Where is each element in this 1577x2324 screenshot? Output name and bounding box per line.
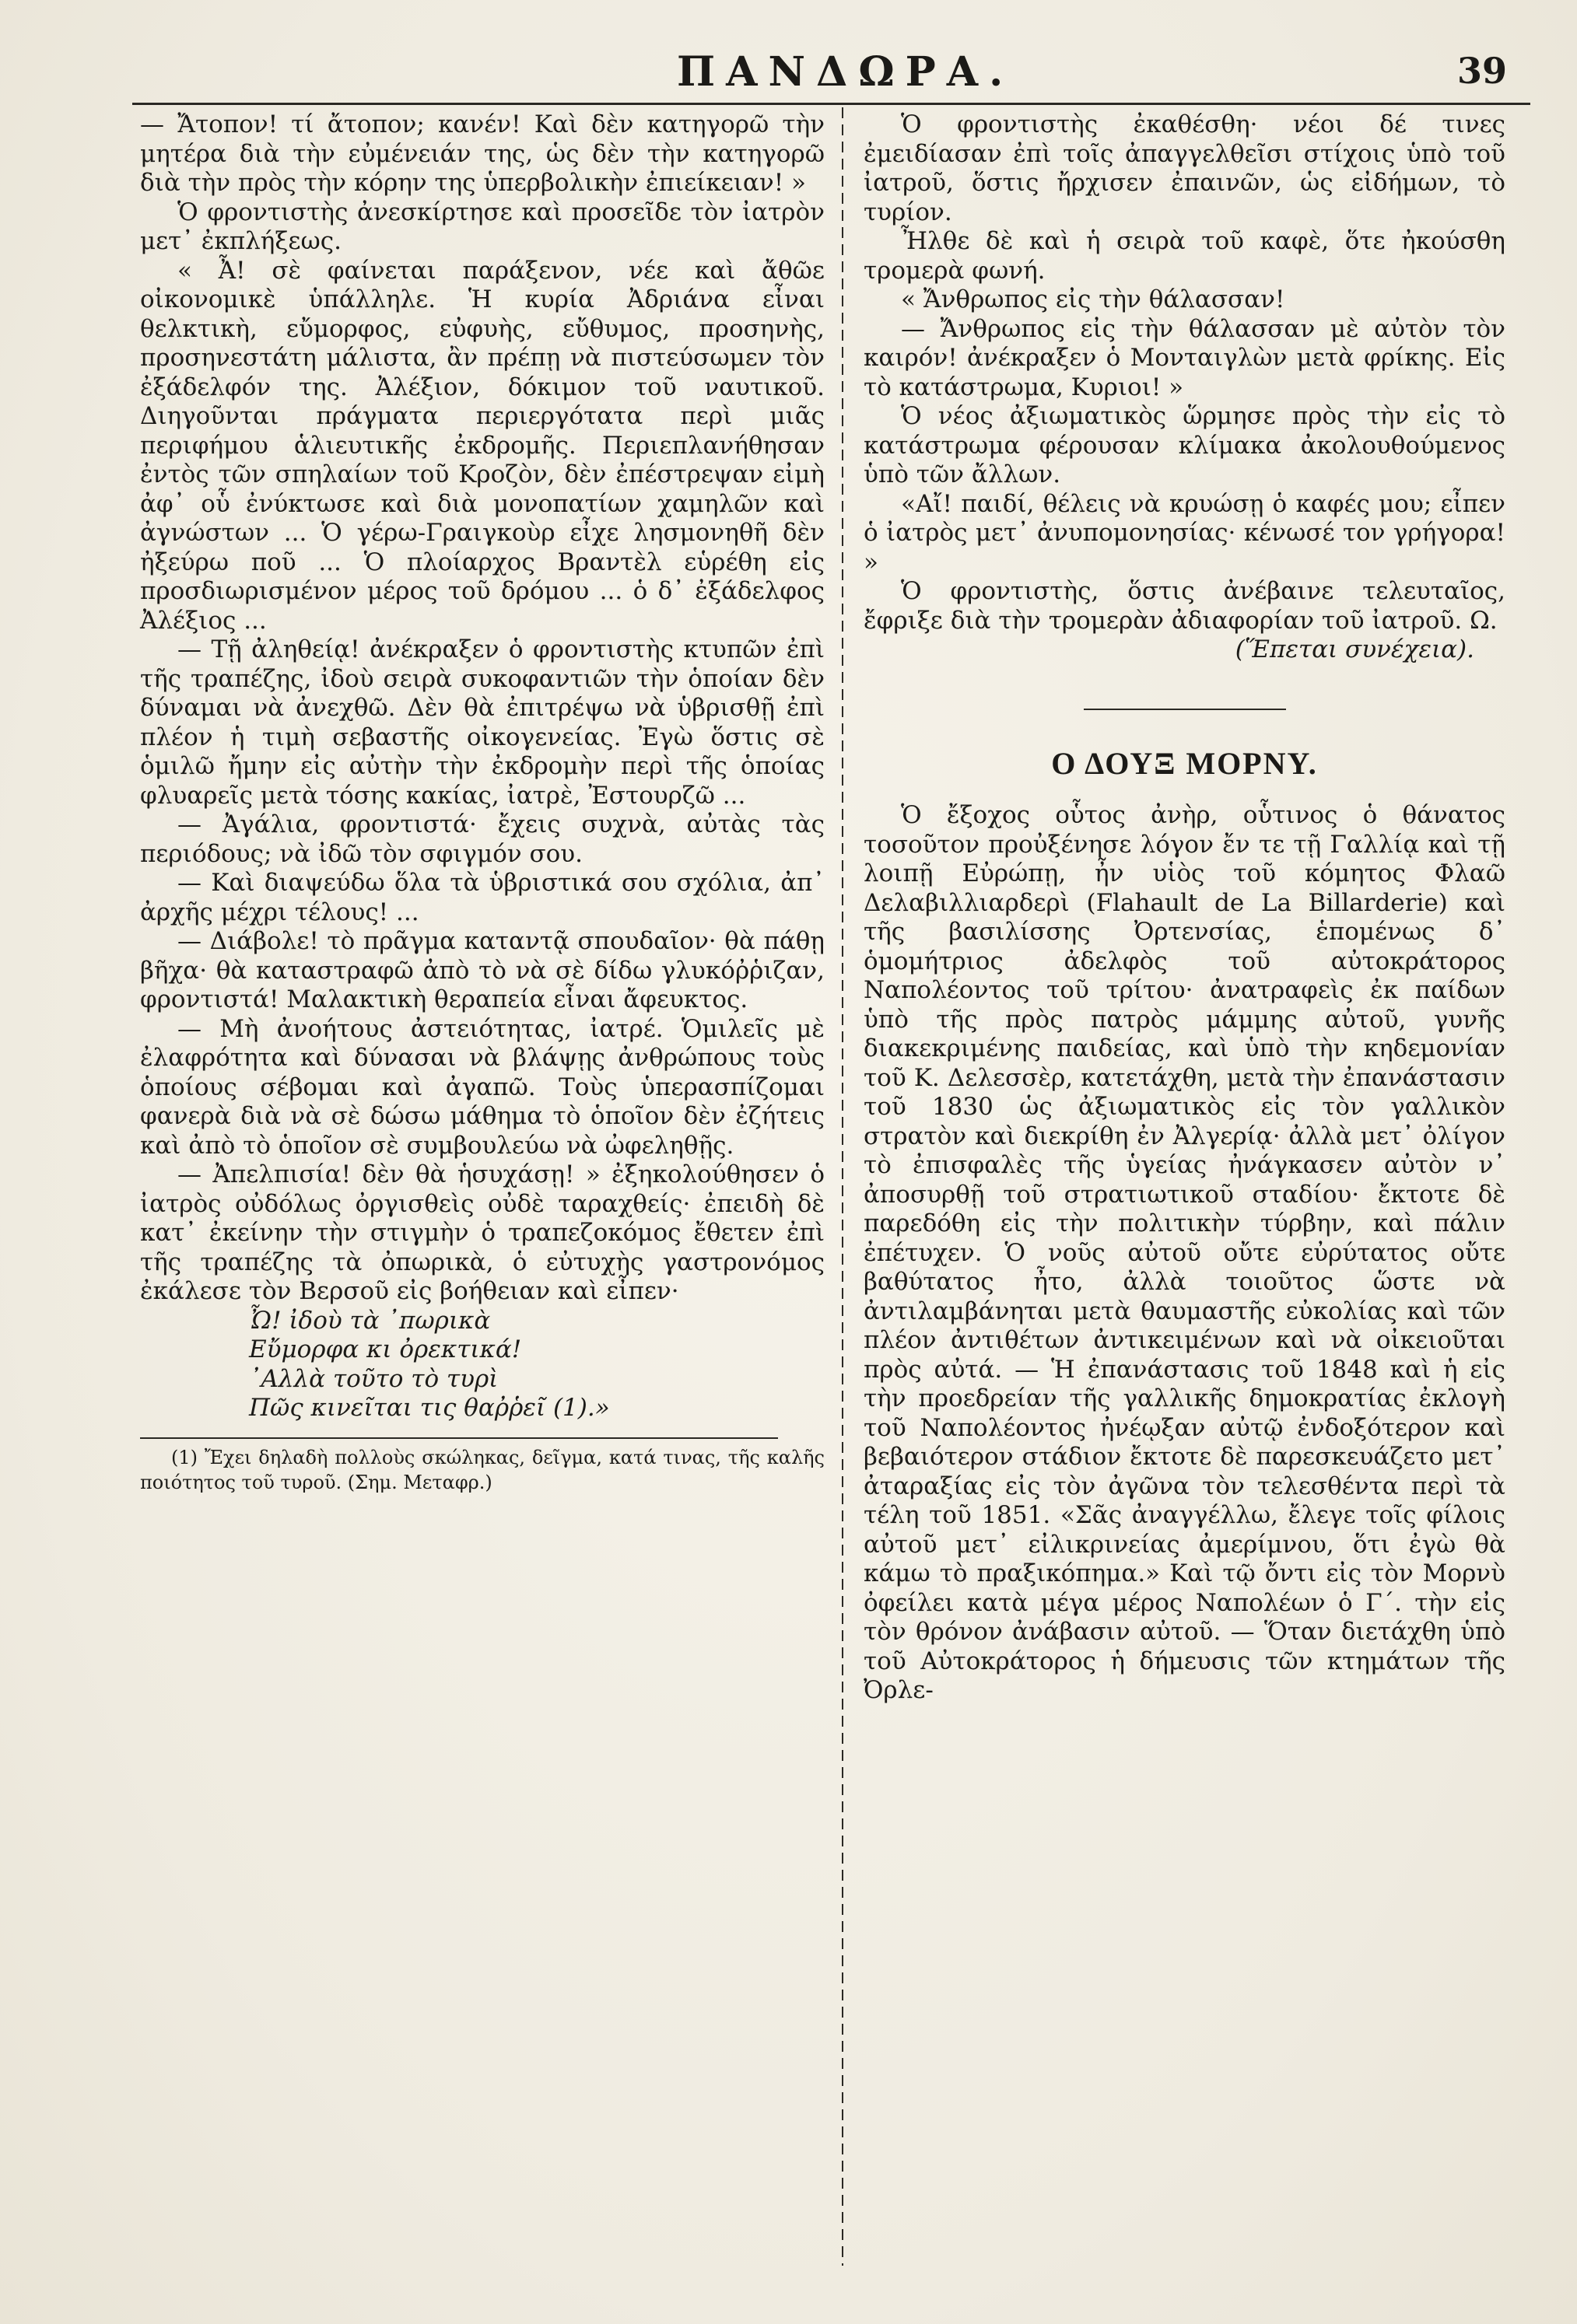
paragraph: — Ἄτοπον! τί ἄτοπον; κανέν! Καὶ δὲν κατηγορῶ τὴν μητέρα διὰ τὴν εὐμένειάν της, ὡς δὲν τὴν κατηγορῶ διὰ τὴν πρὸς τὴν κόρην της ὑπερβολικὴν ἐπιείκειαν! » [140,110,825,197]
header-rule [132,103,1530,105]
column-divider [842,107,843,2266]
section-rule [1084,709,1286,710]
footnote-text: (1) Ἔχει δηλαδὴ πολλοὺς σκώληκας, δεῖγμα, κατά τινας, τῆς καλῆς ποιότητος τοῦ τυροῦ. (Σημ. Μεταφρ.) [140,1446,825,1493]
paragraph: — Καὶ διαψεύδω ὅλα τὰ ὑβριστικά σου σχόλια, ἀπ᾽ ἀρχῆς μέχρι τέλους! ... [140,869,825,926]
paragraph: Ὁ φροντιστὴς ἐκαθέσθη· νέοι δέ τινες ἐμειδίασαν ἐπὶ τοῖς ἀπαγγελθεῖσι στίχοις ὑπὸ τοῦ ἰατροῦ, ὅστις ἤρχισεν ἐπαινῶν, ὡς εἰδήμων, τὸ τυρίον. [864,110,1505,226]
page-header [0,40,1577,103]
verse-line: ᾽Αλλὰ τοῦτο τὸ τυρὶ [249,1364,499,1393]
footnote [140,1445,825,1495]
paragraph: «Αἴ! παιδί, θέλεις νὰ κρυώσῃ ὁ καφές μου; εἶπεν ὁ ἰατρὸς μετ᾽ ἀνυπομονησίας· κένωσέ τον γρήγορα! » [864,489,1505,576]
running-title: ΠΑΝΔΩΡΑ. [677,48,1015,96]
verse-line: Ὦ! ἰδοὺ τὰ ᾽πωρικὰ [249,1306,491,1335]
paragraph: — Ἀγάλια, φροντιστά· ἔχεις συχνὰ, αὐτὰς τὰς περιόδους; νὰ ἰδῶ τὸν σφιγμόν σου. [140,810,825,868]
footnote-rule [140,1437,778,1439]
verse-line: Εὔμορφα κι ὀρεκτικά! [249,1335,522,1363]
paragraph: — Μὴ ἀνοήτους ἀστειότητας, ἰατρέ. Ὁμιλεῖς μὲ ἐλαφρότητα καὶ δύνασαι νὰ βλάψῃς ἀνθρώπους τοὺς ὁποίους σέβομαι καὶ ἀγαπῶ. Τοὺς ὑπερασπίζομαι φανερὰ διὰ νὰ σὲ δώσω μάθημα τὸ ὁποῖον δὲν ἐζήτεις καὶ ἀπὸ τὸ ὁποῖον σὲ συμβουλεύω νὰ ὠφεληθῇς. [140,1014,825,1160]
page-number: 39 [1456,50,1507,92]
paragraph: — Τῇ ἀληθείᾳ! ἀνέκραξεν ὁ φροντιστὴς κτυπῶν ἐπὶ τῆς τραπέζης, ἰδοὺ σειρὰ συκοφαντιῶν τὴν ὁποίαν δὲν δύναμαι νὰ ἀνεχθῶ. Δὲν θὰ ἐπιτρέψω νὰ ὑβρισθῇ ἐπὶ πλέον ἡ τιμὴ σεβαστῆς οἰκογενείας. Ἐγὼ ὅστις σὲ ὁμιλῶ ἤμην εἰς αὐτὴν τὴν ἐκδρομὴν περὶ τῆς ὁποίας φλυαρεῖς μετὰ τόσης κακίας, ἰατρὲ, Ἐστουρζῶ ... [140,635,825,810]
article-paragraph: Ὁ ἔξοχος οὗτος ἀνὴρ, οὗτινος ὁ θάνατος τοσοῦτον προὐξένησε λόγον ἔν τε τῇ Γαλλίᾳ καὶ τῇ λοιπῇ Εὐρώπῃ, ἦν υἱὸς τοῦ κόμητος Φλαῶ Δελαβιλλιαρδερὶ (Flahault de La Billarderie) καὶ τῆς βασιλίσσης Ὀρτενσίας, ἑπομένως δ᾽ ὁμομήτριος ἀδελφὸς τοῦ αὐτοκράτορος Ναπολέοντος τοῦ τρίτου· ἀνατραφεὶς ἐκ παίδων ὑπὸ τῆς πρὸς πατρὸς μάμμης αὐτοῦ, γυνῆς διακεκριμένης παιδείας, καὶ ὑπὸ τὴν κηδεμονίαν τοῦ Κ. Δελεσσὲρ, κατετάχθη, μετὰ τὴν ἐπανάστασιν τοῦ 1830 ὡς ἀξιωματικὸς εἰς τὸν γαλλικὸν στρατὸν καὶ διεκρίθη ἐν Ἀλγερίᾳ· ἀλλὰ μετ᾽ ὀλίγον τὸ ἐπισφαλὲς τῆς ὑγείας ἠνάγκασεν αὐτὸν ν᾽ ἀποσυρθῇ τοῦ στρατιωτικοῦ σταδίου· ἔκτοτε δὲ παρεδόθη εἰς τὴν πολιτικὴν τύρβην, καὶ πάλιν ἐπέτυχεν. Ὁ νοῦς αὐτοῦ οὔτε εὐρύτατος οὔτε βαθύτατος ἦτο, ἀλλὰ τοιοῦτος ὥστε νὰ ἀντιλαμβάνηται μετὰ θαυμαστῆς εὐκολίας καὶ τῶν πλέον ἀντιθέτων ἀντικειμένων καὶ νὰ οἰκειοῦται πρὸς αὐτά. — Ἡ ἐπανάστασις τοῦ 1848 καὶ ἡ εἰς τὴν προεδρείαν τῆς γαλλικῆς δημοκρατίας ἐκλογὴ τοῦ Ναπολέοντος ἠνέῳξαν αὐτῷ ἐνδοξότερον καὶ βεβαιότερον στάδιον ἔκτοτε δὲ παρεσκευάζετο μετ᾽ ἀταραξίας εἰς τὸν ἀγῶνα τὸν τελεσθέντα περὶ τὰ τέλη τοῦ 1851. «Σᾶς ἀναγγέλλω, ἔλεγε τοῖς φίλοις αὐτοῦ μετ᾽ εἰλικρινείας ἀμερίμνου, ὅτι ἐγὼ θὰ κάμω τὸ πραξικόπημα.» Καὶ τῷ ὄντι εἰς τὸν Μορνὺ ὀφείλει κατὰ μέγα μέρος Ναπολέων ὁ Γ΄. τὴν εἰς τὸν θρόνον ἀνάβασιν αὐτοῦ. — Ὅταν διετάχθη ὑπὸ τοῦ Αὐτοκράτορος ἡ δήμευσις τῶν κτημάτων τῆς Ὀρλε- [864,801,1505,1704]
paragraph: « Ἄνθρωπος εἰς τὴν θάλασσαν! [901,285,1285,313]
right-column [864,110,1505,1706]
section-title: Ο ΔΟΥΞ ΜΟΡΝΥ. [1051,745,1318,781]
paragraph: — Ἀπελπισία! δὲν θὰ ἡσυχάσῃ! » ἐξηκολούθησεν ὁ ἰατρὸς οὐδόλως ὀργισθεὶς οὐδὲ ταραχθείς· ἐπειδὴ δὲ κατ᾽ ἐκείνην τὴν στιγμὴν ὁ τραπεζοκόμος ἔθετεν ἐπὶ τῆς τραπέζης τὰ ὀπωρικὰ, ὁ εὐτυχὴς γαστρονόμος ἐκάλεσε τὸν Βερσοῦ εἰς βοήθειαν καὶ εἶπεν· [140,1160,825,1305]
paragraph: Ὁ νέος ἀξιωματικὸς ὥρμησε πρὸς τὴν εἰς τὸ κατάστρωμα φέρουσαν κλίμακα ἀκολουθούμενος ὑπὸ τῶν ἄλλων. [864,402,1505,488]
verse-line: Πῶς κινεῖται τις θαῤῥεῖ (1).» [249,1394,610,1422]
continued-note: (Ἕπεται συνέχεια). [1235,635,1474,663]
paragraph: — Ἄνθρωπος εἰς τὴν θάλασσαν μὲ αὐτὸν τὸν καιρόν! ἀνέκραξεν ὁ Μονταιγλὼν μετὰ φρίκης. Εἰς τὸ κατάστρωμα, Κυριοι! » [864,314,1505,401]
paragraph: Ὁ φροντιστὴς ἀνεσκίρτησε καὶ προσεῖδε τὸν ἰατρὸν μετ᾽ ἐκπλήξεως. [140,198,825,255]
paragraph: Ἦλθε δὲ καὶ ἡ σειρὰ τοῦ καφὲ, ὅτε ἠκούσθη τρομερὰ φωνή. [864,227,1505,285]
left-column [140,110,825,1495]
paragraph: — Διάβολε! τὸ πρᾶγμα καταντᾷ σπουδαῖον· θὰ πάθῃ βῆχα· θὰ καταστραφῶ ἀπὸ τὸ νὰ σὲ δίδω γλυκόῤῥιζαν, φροντιστά! Μαλακτικὴ θεραπεία εἶναι ἄφευκτος. [140,927,825,1013]
paragraph: Ὁ φροντιστὴς, ὅστις ἀνέβαινε τελευταῖος, ἔφριξε διὰ τὴν τρομερὰν ἀδιαφορίαν τοῦ ἰατροῦ. Ω. [864,577,1505,635]
paragraph: « Ἆ! σὲ φαίνεται παράξενον, νέε καὶ ἄθῶε οἰκονομικὲ ὑπάλληλε. Ἡ κυρία Ἀδριάνα εἶναι θελκτικὴ, εὔμορφος, εὐφυὴς, εὔθυμος, προσηνὴς, προσηνεστάτη μάλιστα, ἂν πρέπῃ νὰ πιστεύσωμεν τὸν ἐξάδελφόν της. Ἀλέξιον, δόκιμον τοῦ ναυτικοῦ. Διηγοῦνται πράγματα περιεργότατα περὶ μιᾶς περιφήμου ἁλιευτικῆς ἐκδρομῆς. Περιεπλανήθησαν ἐντὸς τῶν σπηλαίων τοῦ Κροζὸν, δὲν ἐπέστρεψαν εἰμὴ ἀφ᾽ οὗ ἐνύκτωσε καὶ διὰ μονοπατίων χαμηλῶν καὶ ἀγνώστων ... Ὁ γέρω-Γραιγκοὺρ εἶχε λησμονηθῆ δὲν ἠξεύρω ποῦ ... Ὁ πλοίαρχος Βραντὲλ εὑρέθη εἰς προσδιωρισμένον μέρος τοῦ δρόμου ... ὁ δ᾽ ἐξάδελφος Ἀλέξιος ... [140,256,825,635]
